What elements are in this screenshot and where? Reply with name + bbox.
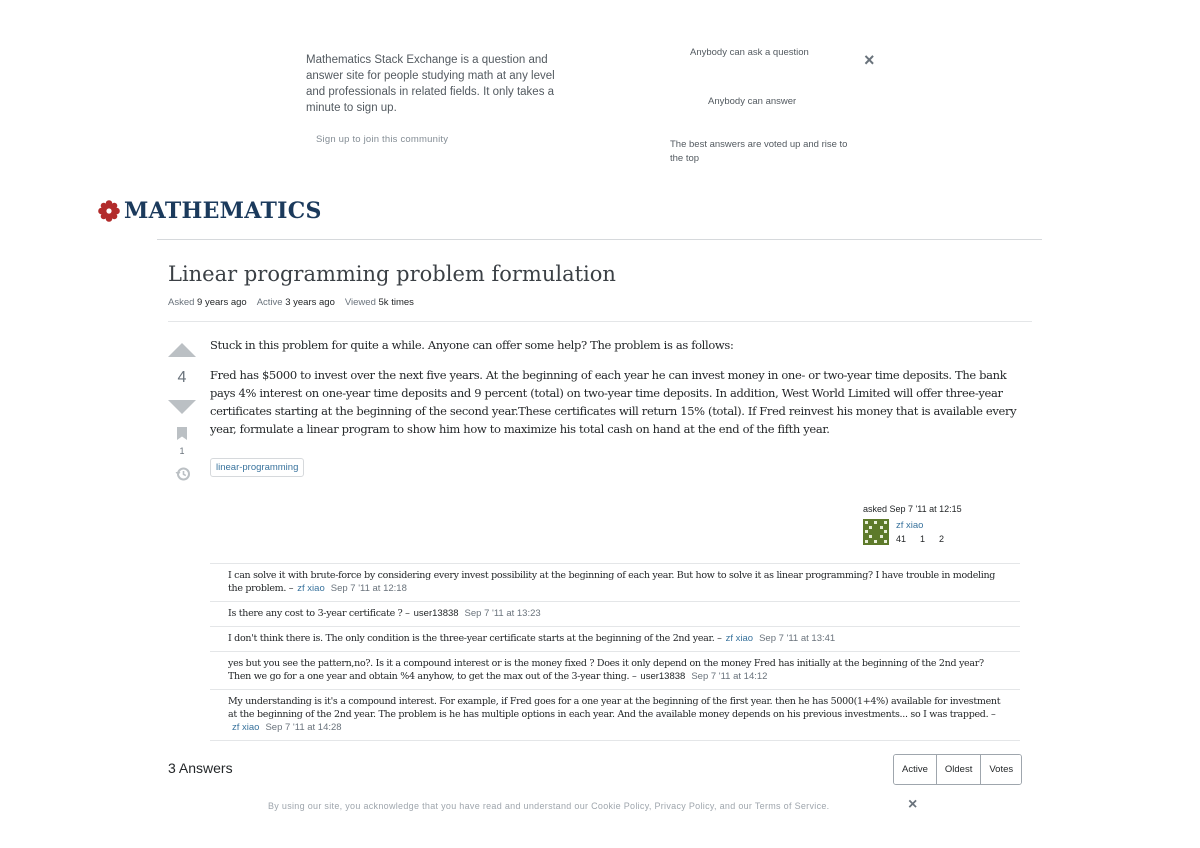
comment-user[interactable]: zf xiao <box>297 583 325 594</box>
comment <box>210 601 1020 626</box>
upvote-icon[interactable] <box>168 343 196 357</box>
banner-feature-vote: The best answers are voted up and rise to the top <box>670 139 848 164</box>
comment-date[interactable]: Sep 7 '11 at 14:28 <box>265 722 342 733</box>
comment <box>210 626 1020 651</box>
question-paragraph: Stuck in this problem for quite a while. Anyone can offer some help? The problem is as follows: <box>210 338 734 352</box>
tag-linear-programming[interactable]: linear-programming <box>210 458 304 477</box>
comment-user[interactable]: zf xiao <box>725 633 754 644</box>
comment-date[interactable]: Sep 7 '11 at 12:18 <box>330 583 407 594</box>
bronze-badge-count: 2 <box>939 534 945 544</box>
banner-feature-answer: Anybody can answer <box>708 96 797 107</box>
asked-meta: Asked 9 years ago <box>168 297 247 308</box>
comment-date[interactable]: Sep 7 '11 at 13:23 <box>464 608 541 619</box>
comment <box>210 689 1020 741</box>
question-meta <box>168 297 414 308</box>
math-logo-icon <box>98 200 120 222</box>
banner-description: Mathematics Stack Exchange is a question and answer site for people studying math at any level and professionals in related fields. It only takes a minute to sign up. <box>306 54 555 114</box>
comment-text: I can solve it with brute-force by considering every invest possibility at the beginning of each year. But how to solve it as linear programming? I have trouble in modeling the problem. – <box>228 570 996 594</box>
active-meta: Active 3 years ago <box>256 297 335 308</box>
answer-sort-tabs <box>893 754 1022 785</box>
question-divider <box>168 321 1032 322</box>
avatar[interactable] <box>863 519 889 545</box>
comment <box>210 651 1020 689</box>
comment-date[interactable]: Sep 7 '11 at 14:12 <box>691 671 768 682</box>
vote-count: 4 <box>177 369 187 386</box>
owner-reputation <box>896 534 944 544</box>
comment-date[interactable]: Sep 7 '11 at 13:41 <box>759 633 836 644</box>
comment <box>210 563 1020 601</box>
question-body <box>210 336 1020 450</box>
owner-name[interactable]: zf xiao <box>896 520 924 531</box>
question-paragraph: Fred has $5000 to invest over the next five years. At the beginning of each year he can invest money in one- or two-year time deposits. The bank pays 4% interest on one-year time deposits and 9 percent (total) on two-year time deposits. In addition, West World Limited will offer three-year certificates starting at the beginning of the second year.These certificates will return 15% (total). If Fred reinvest his money that is available every year, formulate a linear program to show him how to maximize his total cash on hand at the end of the fifth year. <box>210 368 1017 436</box>
tab-oldest[interactable]: Oldest <box>936 755 980 784</box>
cookie-close-icon[interactable]: × <box>908 796 918 813</box>
bookmark-icon[interactable] <box>177 427 187 440</box>
tab-active[interactable]: Active <box>894 755 936 784</box>
question-title[interactable]: Linear programming problem formulation <box>168 262 616 286</box>
downvote-icon[interactable] <box>168 400 196 414</box>
comment-text: I don't think there is. The only condition is the three-year certificate starts at the beginning of the 2nd year. – <box>228 633 722 644</box>
reputation-score: 41 <box>896 534 907 544</box>
site-logo[interactable] <box>98 198 322 224</box>
comment-user: user13838 <box>413 608 459 619</box>
signup-link[interactable]: Sign up to join this community <box>316 134 449 145</box>
history-icon[interactable] <box>175 466 191 482</box>
logo-text: MATHEMATICS <box>124 198 322 224</box>
comment-user: user13838 <box>640 671 686 682</box>
comment-user[interactable]: zf xiao <box>232 722 260 733</box>
comment-text: yes but you see the pattern,no?. Is it a compound interest or is the money fixed ? Does it only depend on the money Fred has initially at the beginning of the 2nd year? Then we go for a one year and obtain %4 anyhow, to get the max out of the 3-year thing. – <box>228 658 984 682</box>
silver-badge-count: 1 <box>920 534 926 544</box>
bookmark-count: 1 <box>179 446 185 456</box>
tab-votes[interactable]: Votes <box>980 755 1021 784</box>
comment-text: My understanding is it's a compound interest. For example, if Fred goes for a one year at the beginning of the first year. then he has 5000(1+4%) available for investment at the beginning of the 2nd year. The problem is he has multiple options in each year. And the available money depends on his previous investments... so I was trapped. – <box>228 696 1001 720</box>
banner-close-icon[interactable]: × <box>864 50 875 70</box>
viewed-meta: Viewed 5k times <box>344 297 414 308</box>
asked-time: asked Sep 7 '11 at 12:15 <box>863 504 962 514</box>
cookie-notice: By using our site, you acknowledge that you have read and understand our Cookie Policy, Privacy Policy, and our Terms of Service. <box>268 801 830 811</box>
header-divider <box>157 239 1042 240</box>
banner-feature-ask: Anybody can ask a question <box>690 47 809 58</box>
comment-text: Is there any cost to 3-year certificate ? – <box>228 608 410 619</box>
comment-list <box>210 563 1020 741</box>
answers-count: 3 Answers <box>168 760 233 776</box>
